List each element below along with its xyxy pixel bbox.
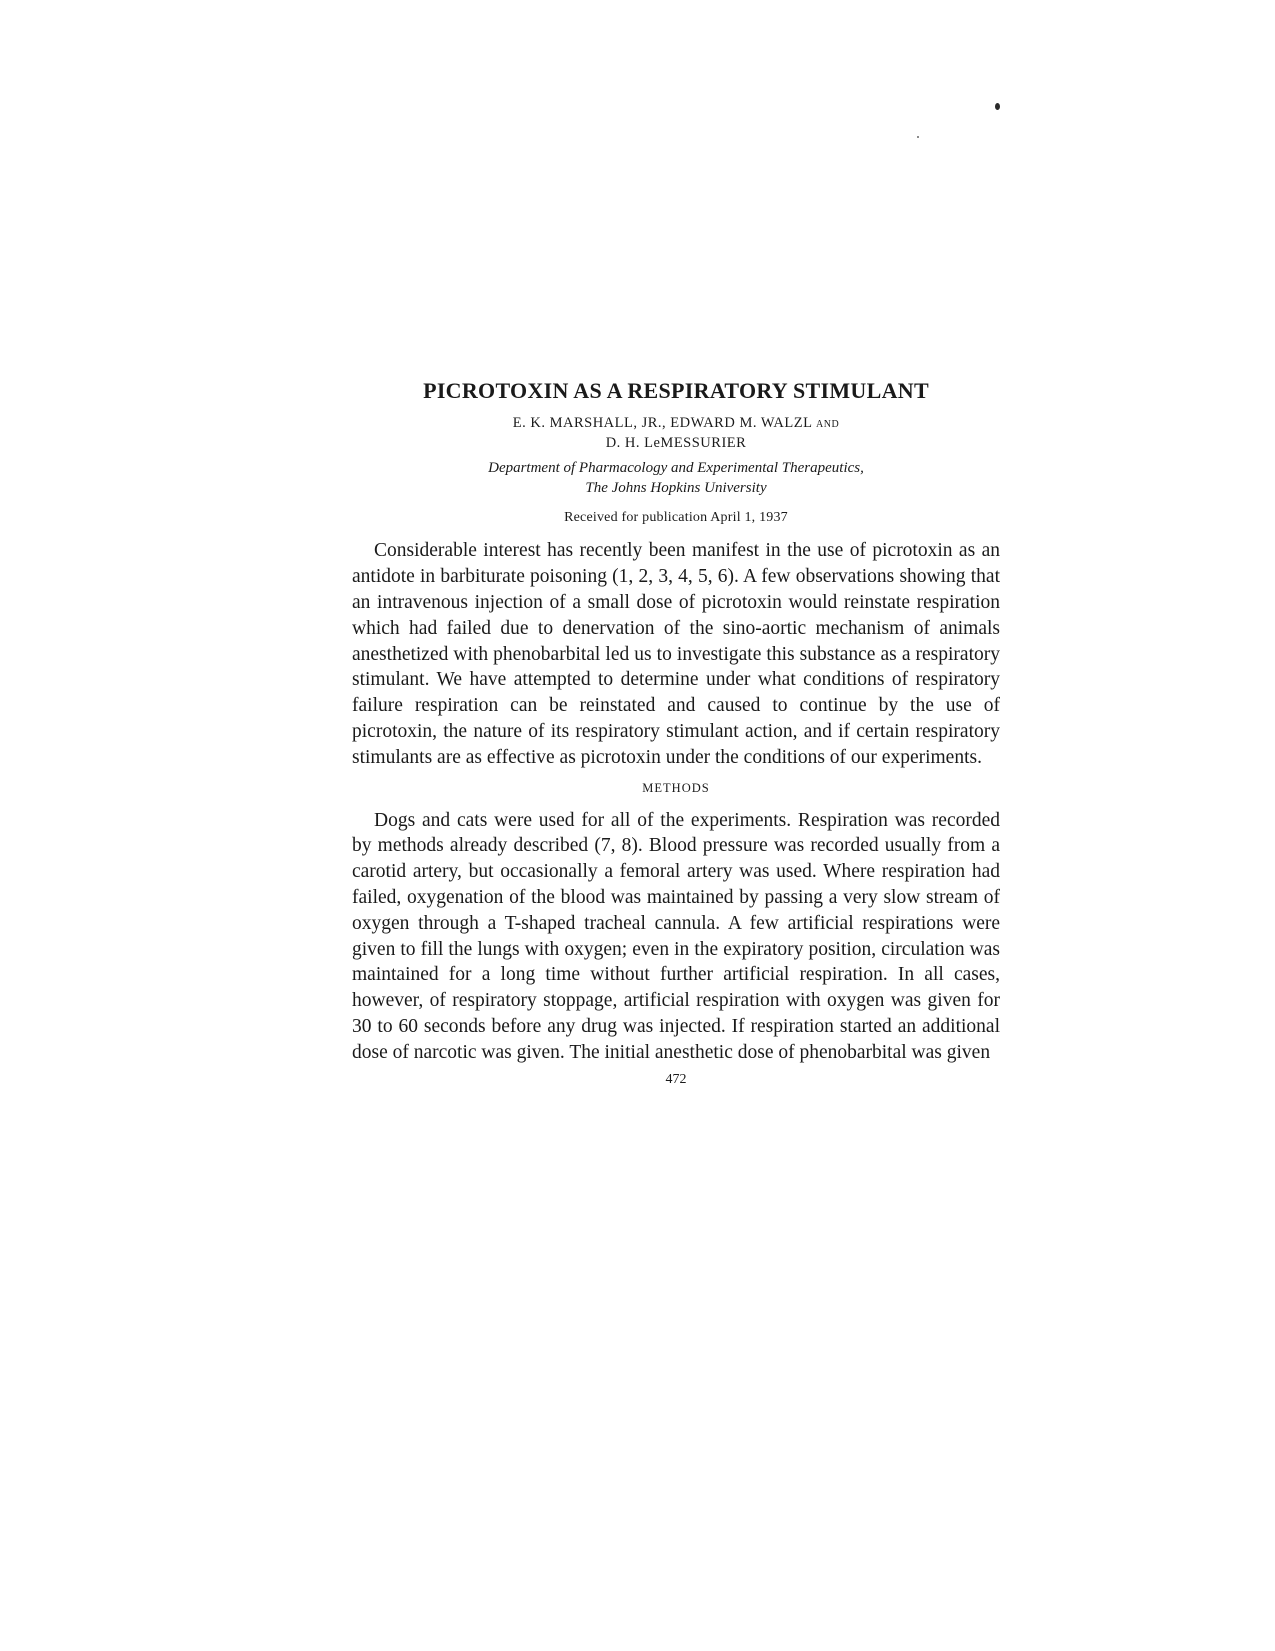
affiliation-line-2: The Johns Hopkins University — [585, 480, 767, 497]
print-speck — [995, 103, 1000, 110]
affiliation — [352, 458, 1000, 498]
received-date: Received for publication April 1, 1937 — [564, 510, 788, 526]
page-number: 472 — [665, 1071, 687, 1087]
authors-and: AND — [816, 419, 840, 431]
methods-paragraph: Dogs and cats were used for all of the experiments. Respiration was recorded by methods already described (7, 8). Blood pressure was recorded usually from a carotid artery, but occasionally a femoral artery was used. Where respiration had failed, oxygenation of the blood was maintained by passing a very slow stream of oxygen through a T-shaped tracheal cannula. A few artificial respirations were given to fill the lungs with oxygen; even in the expiratory position, circulation was maintained for a long time without further artificial respiration. In all cases, however, of respiratory stoppage, artificial respiration with oxygen was given for 30 to 60 seconds before any drug was injected. If respiration started an additional dose of narcotic was given. The initial anesthetic dose of phenobarbital was given — [352, 809, 1000, 1063]
paper-title: PICROTOXIN AS A RESPIRATORY STIMULANT — [423, 378, 929, 403]
methods-heading: METHODS — [642, 780, 710, 795]
intro-paragraph: Considerable interest has recently been manifest in the use of picrotoxin as an antidote in barbiturate poisoning (1, 2, 3, 4, 5, 6). A few observations showing that an intravenous injection of a small dose of picrotoxin would reinstate respiration which had failed due to denervation of the sino-aortic mechanism of animals anesthetized with phenobarbital led us to investigate this substance as a respiratory stimulant. We have attempted to determine under what conditions of respiratory failure respiration can be reinstated and caused to continue by the use of picrotoxin, the nature of its respiratory stimulant action, and if certain respiratory stimulants are as effective as picrotoxin under the conditions of our experiments. — [352, 540, 1000, 768]
authors-line-1 — [352, 414, 1000, 434]
author-list — [352, 414, 1000, 453]
print-speck — [917, 136, 919, 138]
article — [352, 378, 1000, 1088]
authors-line-2: D. H. LeMESSURIER — [605, 435, 747, 452]
affiliation-line-1: Department of Pharmacology and Experimental Therapeutics, — [488, 460, 864, 477]
authors-names-1: E. K. MARSHALL, JR., EDWARD M. WALZL — [512, 415, 812, 432]
